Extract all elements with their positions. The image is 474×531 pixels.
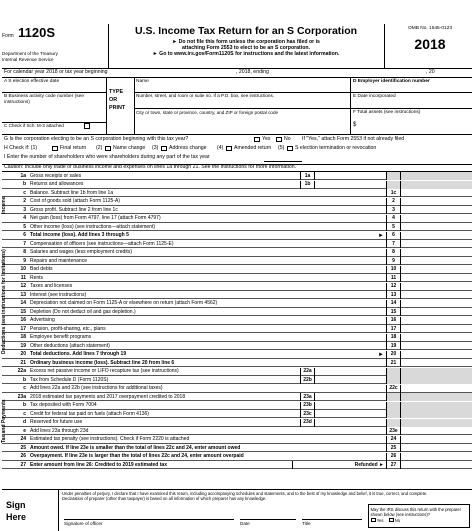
line-number: c (23, 189, 26, 196)
line-number: 15 (20, 308, 26, 315)
note-2: attaching Form 2553 to elect to be an S corporation. (182, 44, 310, 51)
amount-input[interactable] (400, 249, 472, 257)
box-label: 17 (386, 325, 400, 333)
line-label: Net gain (loss) from Form 4797, line 17 (attach Form 4797) (30, 215, 161, 222)
line-number: 2 (23, 198, 26, 205)
line-label: Depletion (Do not deduct oil and gas depletion.) (30, 308, 136, 315)
name-change-checkbox[interactable] (105, 146, 111, 151)
box-label: 11 (386, 274, 400, 282)
line-row-23b (2, 402, 472, 410)
line-label: Depreciation not claimed on Form 1125-A or elsewhere on return (attach Form 4562) (30, 300, 218, 307)
g-question: G Is the corporation electing to be an S corporation beginning with this tax year? Yes No If "Yes," attach Form 2553 if not already filed (4, 136, 405, 142)
ein-input[interactable] (353, 84, 471, 92)
box-label: 22b (300, 376, 314, 384)
form-header (2, 24, 472, 68)
name-label: Name (136, 79, 149, 84)
box-label: 25 (386, 444, 400, 452)
omb-block (388, 27, 472, 51)
street-label: Number, street, and room or suite no. If a P.O. box, see instructions. (136, 93, 275, 98)
date-label: Date (240, 521, 250, 526)
line-label: Compensation of officers (see instructions—attach Form 1125-E) (30, 240, 174, 247)
line-row-3 (2, 206, 472, 214)
box-label: 1a (300, 172, 314, 180)
irs-label: Internal Revenue Service (2, 56, 54, 62)
amended-return-checkbox[interactable] (226, 146, 232, 151)
line-row-14 (2, 300, 472, 308)
line-row-1c (2, 189, 472, 197)
line-label: Overpayment. If line 23e is larger than the total of lines 22c and 24, enter amount overpaid (30, 453, 244, 460)
shaded-box (400, 181, 472, 189)
amount-input[interactable] (400, 317, 472, 325)
box-label: 10 (386, 266, 400, 274)
gh-block (2, 136, 472, 164)
box-label: 23d (300, 419, 314, 427)
amount-input[interactable] (314, 393, 386, 401)
amount-input[interactable] (400, 385, 472, 393)
box-label: 20 (386, 351, 400, 359)
line-number: 6 (23, 232, 26, 239)
title-label: Title (302, 521, 311, 526)
g-no-checkbox[interactable] (276, 137, 282, 142)
box-label: 21 (386, 359, 400, 367)
amount-input[interactable] (400, 300, 472, 308)
line-number: 9 (23, 257, 26, 264)
caution-text: Caution: Include only trade or business income and expenses on lines 1a through 21. See the instructions for more information. (4, 164, 297, 170)
amount-input[interactable] (400, 274, 472, 282)
line-label: Total deductions. Add lines 7 through 19 (30, 351, 127, 358)
line-label: Cost of goods sold (attach Form 1125-A) (30, 198, 120, 205)
line-row-25 (2, 444, 472, 452)
line-label: Add lines 23a through 23d (30, 427, 89, 434)
line-number: 25 (20, 444, 26, 451)
line-number: b (22, 181, 26, 188)
tax-year: 2018 (414, 35, 446, 52)
line-number: 10 (20, 266, 26, 273)
line-row-1b (2, 181, 472, 189)
line-label: Salaries and wages (less employment credits) (30, 249, 132, 256)
line-number: 11 (20, 274, 26, 281)
amount-input[interactable] (400, 427, 472, 435)
shaded-box (400, 419, 472, 427)
line-label: Credit for federal tax paid on fuels (attach Form 4136) (30, 410, 149, 417)
sign-here-label: Sign Here (6, 500, 27, 522)
amount-input[interactable] (314, 419, 386, 427)
shaded-box (386, 410, 400, 418)
entity-block (2, 78, 472, 134)
line-label: Tax from Schedule D (Form 1120S) (30, 376, 109, 383)
line-number: 5 (23, 223, 26, 230)
amount-input[interactable] (400, 351, 472, 359)
field-c-label: C Check if Sch. M-3 attached (4, 123, 64, 128)
amount-input[interactable] (400, 334, 472, 342)
line-row-22c (2, 385, 472, 393)
amount-input[interactable] (400, 223, 472, 231)
line-number: 12 (20, 283, 26, 290)
note-1: ► Do not file this form unless the corporation has filed or is (172, 38, 320, 45)
shaded-box (386, 172, 400, 180)
box-label: 19 (386, 342, 400, 350)
city-label: City or town, state or province, country, and ZIP or foreign postal code (136, 110, 279, 115)
box-label: 15 (386, 308, 400, 316)
line-row-23a (2, 393, 472, 401)
shaded-box (400, 172, 472, 180)
box-label: 3 (386, 206, 400, 214)
line-row-24 (2, 436, 472, 444)
box-label: 8 (386, 249, 400, 257)
line-number: 20 (20, 351, 26, 358)
line-row-4 (2, 215, 472, 223)
box-label: 22c (386, 385, 400, 393)
box-label: 14 (386, 300, 400, 308)
calendar-end: , 20 (426, 69, 435, 75)
line-label: Bad debts (30, 266, 53, 273)
amount-input[interactable] (400, 444, 472, 452)
line-number: 7 (23, 240, 26, 247)
total-assets-label: F Total assets (see instructions) (353, 110, 421, 115)
line-label: Other deductions (attach statement) (30, 342, 110, 349)
shaded-box (400, 376, 472, 384)
box-label: 9 (386, 257, 400, 265)
amount-input[interactable] (400, 461, 472, 469)
line-label: Tax deposited with Form 7004 (30, 402, 97, 409)
line-number: 16 (20, 317, 26, 324)
line-label: Excess net passive income or LIFO recapture tax (see instructions) (30, 368, 179, 375)
shareholders-input-line[interactable] (264, 161, 302, 162)
h-checks: H Check if: (1) Final return (2) Name change (3) Address change (4) Amended return (5) S election termination or revocation (4, 145, 377, 151)
amount-input[interactable] (400, 232, 472, 240)
box-label: 23c (300, 410, 314, 418)
box-label: 24 (386, 436, 400, 444)
i-shareholders: I Enter the number of shareholders who were shareholders during any part of the tax year (4, 154, 210, 160)
box-label: 22a (300, 368, 314, 376)
discuss-no-checkbox[interactable] (389, 518, 394, 522)
field-a-label: A S election effective date (4, 79, 60, 84)
calendar-row (4, 70, 470, 77)
line-row-7 (2, 240, 472, 248)
type-or-print: TYPE OR PRINT (109, 89, 126, 112)
line-row-26 (2, 453, 472, 461)
box-label: 23e (386, 427, 400, 435)
city-input[interactable] (136, 116, 350, 124)
line-number: 23a (17, 393, 26, 400)
line-number: 19 (20, 342, 26, 349)
date-field[interactable] (240, 510, 296, 520)
amount-input[interactable] (400, 206, 472, 214)
title-field[interactable] (302, 510, 362, 520)
line-number: 22a (17, 368, 26, 375)
line-row-21 (2, 359, 472, 367)
note-3: ► Go to www.irs.gov/Form1120S for instructions and the latest information. (152, 50, 340, 57)
line-label: Returns and allowances (30, 181, 84, 188)
header-divider-right (384, 24, 385, 68)
field-b-label: B Business activity code number (see instructions) (4, 94, 84, 105)
shaded-box (386, 393, 400, 401)
line-number: c (23, 385, 26, 392)
line-label: Total income (loss). Add lines 3 through 5 (30, 232, 129, 239)
line-label: Taxes and licenses (30, 283, 73, 290)
amount-input[interactable] (314, 376, 386, 384)
line-number: 13 (20, 291, 26, 298)
line-number: 21 (20, 359, 26, 366)
sch-m3-checkbox[interactable] (84, 123, 90, 129)
line-number: 8 (23, 249, 26, 256)
perjury-statement: Under penalties of perjury, I declare that I have examined this return, including accompanying schedules and statements, and to the best of my knowledge and belief, it is true, correct, and complete. Declaration of preparer (other than taxpayer) is based on all information of which preparer has any knowledge. (62, 491, 428, 502)
line-row-6 (2, 232, 472, 240)
line-row-16 (2, 317, 472, 325)
line-label: Employee benefit programs (30, 334, 92, 341)
shaded-box (400, 402, 472, 410)
shaded-box (386, 419, 400, 427)
total-assets-dollar: $ (353, 122, 357, 128)
line-number: 27 (20, 461, 26, 468)
discuss-yes-checkbox[interactable] (371, 518, 376, 522)
header-divider-left (108, 24, 109, 68)
shaded-box (386, 402, 400, 410)
line-number: e (23, 427, 26, 434)
line-row-17 (2, 325, 472, 333)
line-label: Gross profit. Subtract line 2 from line 1c (30, 206, 118, 213)
shaded-box (386, 376, 400, 384)
form-title-block (110, 26, 382, 57)
dept-treasury: Department of the Treasury (2, 51, 58, 57)
form-number: 1120S (18, 25, 55, 40)
section-deductions: Deductions (see instructions for limitations) (1, 249, 7, 355)
line-row-27 (2, 461, 472, 469)
line-label: Rents (30, 274, 44, 281)
irs-discuss-box: May the IRS discuss this return with the preparer shown below (see instructions)? Yes No (368, 504, 470, 528)
s-election-termination-checkbox[interactable] (287, 146, 293, 151)
box-label: 27 (386, 461, 400, 469)
amount-input[interactable] (400, 266, 472, 274)
lines-area (0, 172, 474, 478)
line-label: Advertising (30, 317, 55, 324)
line-number: 24 (20, 436, 26, 443)
street-input[interactable] (136, 99, 350, 107)
amount-input[interactable] (400, 189, 472, 197)
box-label: 16 (386, 317, 400, 325)
box-label: 13 (386, 291, 400, 299)
amount-input[interactable] (400, 342, 472, 350)
date-incorporated-label: E Date incorporated (353, 94, 396, 99)
line-row-18 (2, 334, 472, 342)
g-tail: If "Yes," attach Form 2553 if not already filed (302, 136, 405, 142)
omb-number: OMB No. 1545-0123 (408, 26, 452, 31)
amount-input[interactable] (400, 215, 472, 223)
amount-input[interactable] (314, 402, 386, 410)
line-row-23d (2, 419, 472, 427)
amount-input[interactable] (314, 410, 386, 418)
box-label: 23b (300, 402, 314, 410)
line-number: 1a (20, 172, 26, 179)
line-label: Repairs and maintenance (30, 257, 87, 264)
shaded-box (400, 393, 472, 401)
box-label: 5 (386, 223, 400, 231)
line-row-22b (2, 376, 472, 384)
line-label: 2018 estimated tax payments and 2017 overpayment credited to 2018 (30, 393, 186, 400)
shaded-box (386, 368, 400, 376)
shaded-box (400, 368, 472, 376)
line-row-8 (2, 249, 472, 257)
amount-input[interactable] (400, 359, 472, 367)
final-return-checkbox[interactable] (52, 146, 58, 151)
refunded-label: Refunded ► (354, 461, 384, 468)
line-number: 17 (20, 325, 26, 332)
line-row-19 (2, 342, 472, 350)
box-label: 1b (300, 181, 314, 189)
line-label: Pension, profit-sharing, etc., plans (30, 325, 106, 332)
amount-input[interactable] (400, 436, 472, 444)
amount-input[interactable] (400, 291, 472, 299)
arrow-icon: ► (378, 232, 384, 239)
line-number: b (22, 402, 26, 409)
credited-amount-input[interactable] (292, 461, 352, 469)
arrow-icon: ► (378, 351, 384, 358)
line-number: b (22, 376, 26, 383)
box-label: 12 (386, 283, 400, 291)
line-label: Gross receipts or sales (30, 172, 82, 179)
form-label: Form (2, 33, 14, 39)
shaded-box (400, 410, 472, 418)
form-title: U.S. Income Tax Return for an S Corporation (134, 25, 358, 37)
amount-input[interactable] (400, 308, 472, 316)
amount-input[interactable] (400, 240, 472, 248)
box-label: 2 (386, 198, 400, 206)
shaded-box (386, 181, 400, 189)
amount-input[interactable] (400, 453, 472, 461)
line-row-5 (2, 223, 472, 231)
section-tax-payments: Tax and Payments (1, 399, 7, 444)
amount-input[interactable] (400, 198, 472, 206)
address-change-checkbox[interactable] (161, 146, 167, 151)
name-input[interactable] (136, 84, 350, 92)
g-yes-checkbox[interactable] (254, 137, 260, 142)
signature-field[interactable] (64, 510, 234, 520)
line-row-15 (2, 308, 472, 316)
box-label: 1c (386, 189, 400, 197)
section-income: Income (1, 196, 7, 215)
line-row-22a (2, 368, 472, 376)
line-label: Estimated tax penalty (see instructions). Check if Form 2220 is attached (30, 436, 190, 443)
box-label: 26 (386, 453, 400, 461)
box-label: 23a (300, 393, 314, 401)
ein-label: D Employer identification number (353, 79, 430, 84)
line-row-10 (2, 266, 472, 274)
total-assets-input[interactable] (360, 120, 470, 129)
amount-input[interactable] (400, 257, 472, 265)
line-row-23c (2, 410, 472, 418)
line-row-13 (2, 291, 472, 299)
calendar-text: For calendar year 2018 or tax year beginning (4, 69, 108, 75)
box-label: 6 (386, 232, 400, 240)
line-number: 3 (23, 206, 26, 213)
line-label: Enter amount from line 26: Credited to 2019 estimated tax (30, 461, 167, 468)
amount-input[interactable] (400, 325, 472, 333)
line-row-1a (2, 172, 472, 180)
line-row-20 (2, 351, 472, 359)
line-number: c (23, 410, 26, 417)
line-label: Amount owed. If line 23e is smaller than the total of lines 22c and 24, enter amount owed (30, 444, 241, 451)
line-number: d (22, 419, 26, 426)
line-label: Interest (see instructions) (30, 291, 87, 298)
form-id-block (2, 26, 108, 62)
sign-block (2, 490, 472, 531)
line-row-9 (2, 257, 472, 265)
amount-input[interactable] (314, 368, 386, 376)
line-number: 14 (20, 300, 26, 307)
line-label: Balance. Subtract line 1b from line 1a (30, 189, 114, 196)
line-row-12 (2, 283, 472, 291)
date-incorporated-input[interactable] (353, 100, 471, 108)
box-label: 18 (386, 334, 400, 342)
line-label: Add lines 22a and 22b (see instructions for additional taxes) (30, 385, 163, 392)
signature-label: Signature of officer (64, 521, 103, 526)
box-label: 7 (386, 240, 400, 248)
line-row-2 (2, 198, 472, 206)
line-label: Other income (loss) (see instructions—attach statement) (30, 223, 156, 230)
amount-input[interactable] (314, 181, 386, 189)
line-row-11 (2, 274, 472, 282)
line-label: Reserved for future use (30, 419, 83, 426)
line-number: 4 (23, 215, 26, 222)
box-label: 4 (386, 215, 400, 223)
calendar-mid: , 2018, ending (236, 69, 269, 75)
amount-input[interactable] (400, 283, 472, 291)
amount-input[interactable] (314, 172, 386, 180)
line-number: 18 (20, 334, 26, 341)
line-number: 26 (20, 453, 26, 460)
line-label: Ordinary business income (loss). Subtract line 20 from line 6 (30, 359, 175, 366)
line-row-23e (2, 427, 472, 435)
